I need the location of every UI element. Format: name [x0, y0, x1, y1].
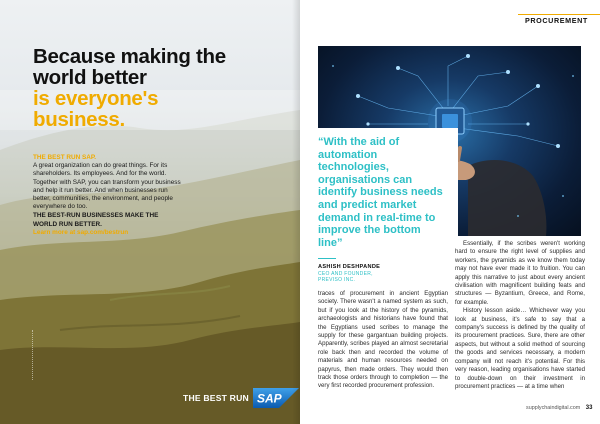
- sap-logo-text: SAP: [256, 391, 282, 406]
- article-column-left: [318, 290, 448, 391]
- article-paragraph: traces of procurement in ancient Egyptian society. There wasn't a named system as such, but if you look at the history of the pyramids, archaeologists and historians have found that the Egyptians used scribes to manage the supply for these gargantuan building projects. Apparently, scribes played an almost secretarial role back then and recorded the volume of materials and human resources needed on papyrus, then made orders. They would then track those orders through to completion — the very first recorded procurement profession.: [318, 290, 448, 390]
- pull-quote: “With the aid of automation technologies, organisations can identify business needs and predict market demand in real-time to improve the bottom line”: [318, 136, 443, 249]
- article-column-right: [455, 240, 585, 391]
- quote-attribution-name: ASHISH DESHPANDE: [318, 264, 381, 270]
- quote-attribution-role: [318, 271, 373, 284]
- article-paragraph: Essentially, if the scribes weren't working hard to ensure the right level of supplies and workers, the pyramids as we know them today may not have ever made it to fruition. You can apply this narrative to just about every ancient civilisation with magnificent building feats and structures — Byzantium, Greece, and Rome, for example.: [455, 240, 585, 306]
- sap-tagline: THE BEST RUN: [183, 393, 249, 403]
- page-folio: [526, 405, 592, 411]
- ad-strong-line: THE BEST-RUN BUSINESSES MAKE THE WORLD RUN BETTER.: [33, 212, 159, 228]
- ad-body-copy: [33, 154, 183, 237]
- article-paragraph: History lesson aside… Whichever way you look at business, it's safe to say that a company's success is defined by the quality of its procurement practices. Sure, there are other aspects, but without a solid method of sourcing the goods and services necessary, a modern company will not reach it's potential. For this very reason, leading organisations have started to double-down on their investment in procurement practices — at a time when: [455, 307, 585, 390]
- quote-role-line-2: PREVISO INC.: [318, 277, 356, 284]
- folio-site[interactable]: supplychaindigital.com: [526, 405, 581, 411]
- section-label: PROCUREMENT: [525, 16, 588, 25]
- page-number: 33: [585, 405, 593, 411]
- article-page: [300, 0, 600, 424]
- quote-role-line-1: CEO AND FOUNDER,: [318, 271, 373, 277]
- ad-learn-more-link[interactable]: Learn more at sap.com/bestrun: [33, 228, 129, 236]
- ad-brand-line: THE BEST RUN SAP.: [33, 154, 97, 161]
- ad-body: A great organization can do great things. For its shareholders. Its employees. And for the world. Together with SAP, you can transform your business and help it run better. And when businesses run better, communities, the environment, and people everywhere do too.: [33, 162, 181, 211]
- ad-headline-dark: Because making the world better: [33, 45, 226, 89]
- ad-headline-gold: is everyone's business.: [33, 87, 159, 131]
- sap-signature: [183, 388, 299, 408]
- ad-vertical-rule: [32, 330, 35, 380]
- pull-quote-rule: [318, 258, 336, 259]
- ad-headline: [33, 46, 243, 130]
